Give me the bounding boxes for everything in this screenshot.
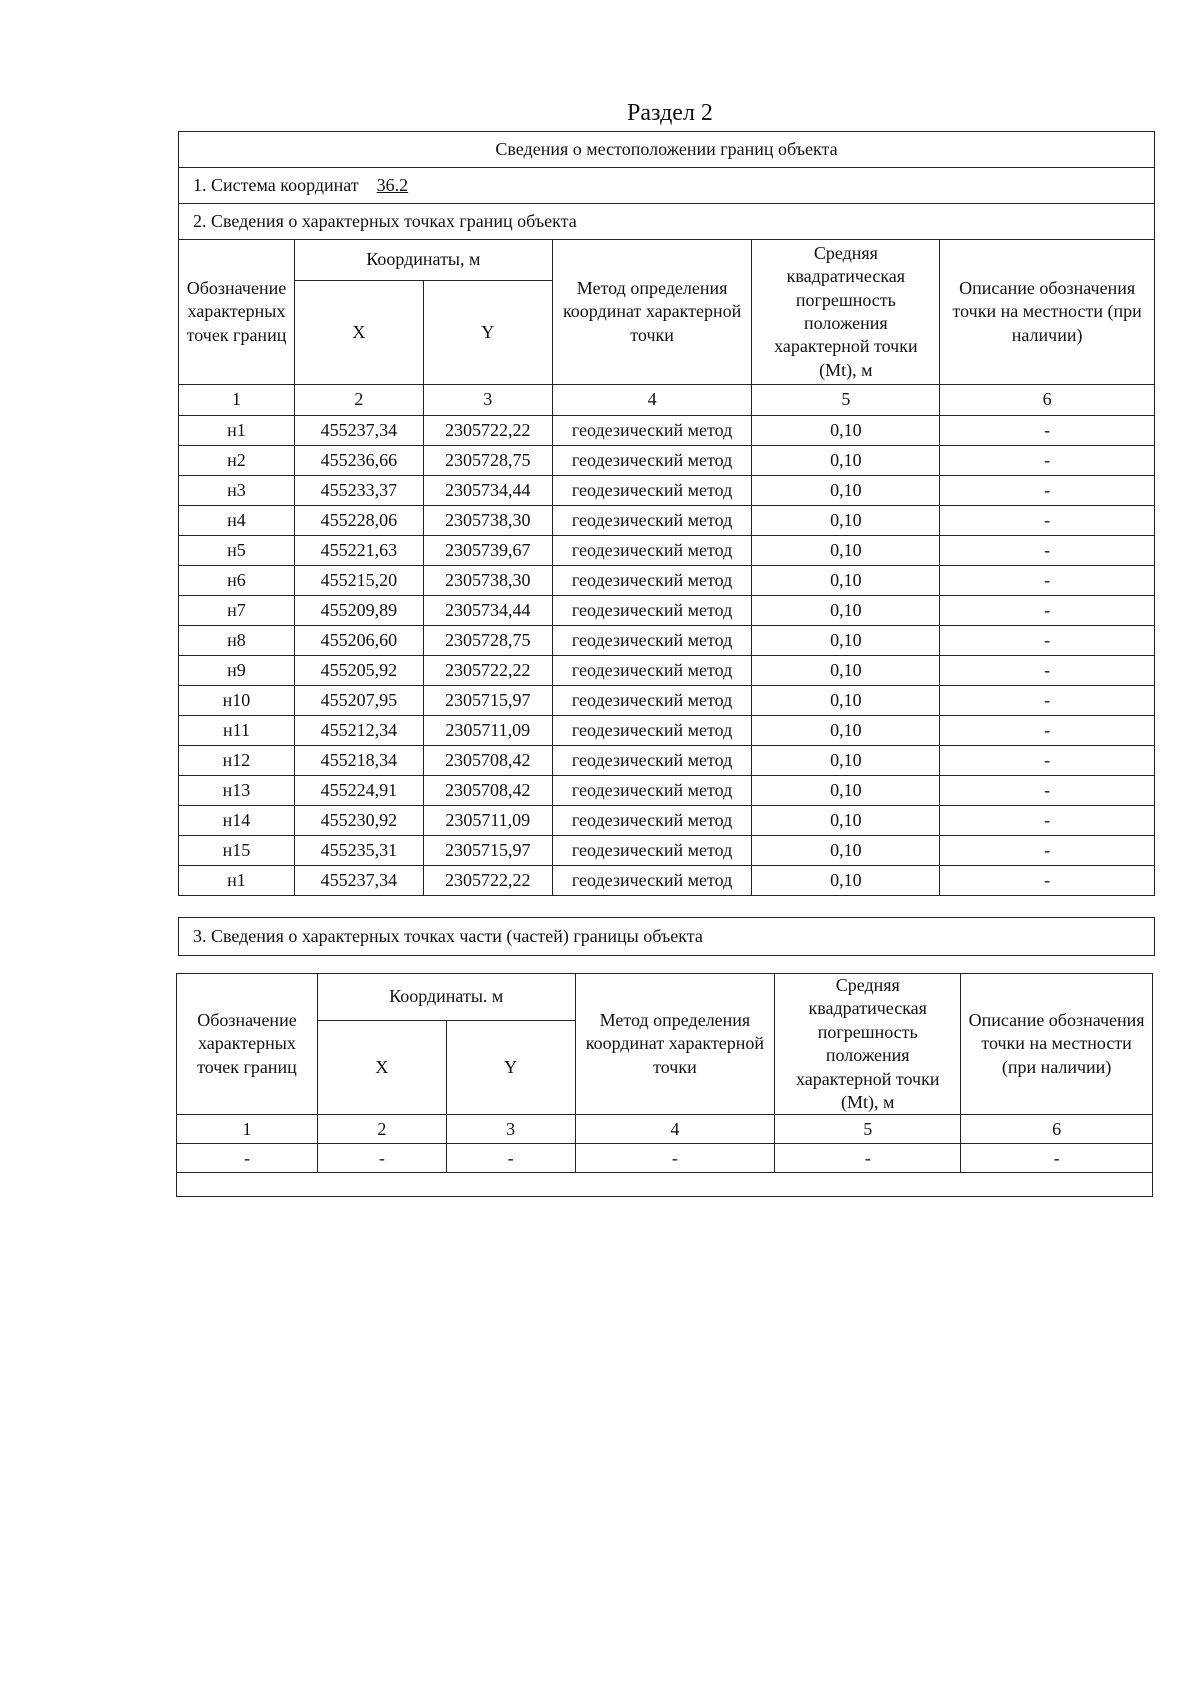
table-cell: 455236,66 bbox=[294, 446, 423, 476]
column-number: 4 bbox=[575, 1115, 775, 1144]
table-cell: 455207,95 bbox=[294, 686, 423, 716]
table-cell: 0,10 bbox=[752, 446, 940, 476]
table-row bbox=[177, 1144, 1153, 1173]
table-cell: геодезический метод bbox=[552, 746, 752, 776]
table-cell: н9 bbox=[179, 656, 295, 686]
column-number: 4 bbox=[552, 385, 752, 416]
table-cell: - bbox=[940, 716, 1155, 746]
table-cell: 0,10 bbox=[752, 866, 940, 896]
section3-box bbox=[178, 917, 1155, 956]
table-cell: н3 bbox=[179, 476, 295, 506]
part-boundary-points-table bbox=[176, 973, 1153, 1197]
table-caption: Сведения о местоположении границ объекта bbox=[179, 132, 1155, 168]
header-method: Метод определения координат характерной точки bbox=[552, 240, 752, 385]
table-cell: 0,10 bbox=[752, 416, 940, 446]
empty-cell bbox=[177, 1173, 1153, 1197]
table-cell: - bbox=[940, 506, 1155, 536]
table-cell: - bbox=[940, 686, 1155, 716]
table-cell: 2305722,22 bbox=[423, 416, 552, 446]
column-number: 5 bbox=[775, 1115, 961, 1144]
table-row bbox=[179, 626, 1155, 656]
table-cell: - bbox=[177, 1144, 318, 1173]
table-cell: геодезический метод bbox=[552, 626, 752, 656]
table-cell: 455215,20 bbox=[294, 566, 423, 596]
table-cell: 2305711,09 bbox=[423, 716, 552, 746]
header-designation: Обозначение характерных точек границ bbox=[177, 974, 318, 1115]
table-cell: н4 bbox=[179, 506, 295, 536]
table-row bbox=[179, 566, 1155, 596]
table-cell: 455212,34 bbox=[294, 716, 423, 746]
coord-system-row bbox=[179, 168, 1155, 204]
table-cell: 2305708,42 bbox=[423, 776, 552, 806]
table-row bbox=[179, 776, 1155, 806]
table-cell: геодезический метод bbox=[552, 806, 752, 836]
table-cell: - bbox=[940, 806, 1155, 836]
table-cell: 2305715,97 bbox=[423, 686, 552, 716]
table-cell: н1 bbox=[179, 416, 295, 446]
table-cell: - bbox=[961, 1144, 1153, 1173]
header-x: X bbox=[294, 281, 423, 385]
table-cell: н5 bbox=[179, 536, 295, 566]
table-cell: 455228,06 bbox=[294, 506, 423, 536]
table-cell: геодезический метод bbox=[552, 866, 752, 896]
table-cell: 0,10 bbox=[752, 716, 940, 746]
table-cell: - bbox=[446, 1144, 575, 1173]
table-cell: 2305734,44 bbox=[423, 596, 552, 626]
table-cell: 2305728,75 bbox=[423, 446, 552, 476]
table-row bbox=[179, 536, 1155, 566]
coord-system-label: 1. Система координат bbox=[193, 174, 359, 195]
table-cell: - bbox=[940, 476, 1155, 506]
table-cell: 455237,34 bbox=[294, 416, 423, 446]
table-cell: 455237,34 bbox=[294, 866, 423, 896]
table-cell: - bbox=[940, 536, 1155, 566]
table-row bbox=[179, 446, 1155, 476]
table-cell: геодезический метод bbox=[552, 506, 752, 536]
table-cell: н7 bbox=[179, 596, 295, 626]
table-cell: 0,10 bbox=[752, 596, 940, 626]
table-row bbox=[179, 836, 1155, 866]
table-row bbox=[179, 476, 1155, 506]
table-cell: 2305711,09 bbox=[423, 806, 552, 836]
header-coordinates: Координаты. м bbox=[317, 974, 575, 1021]
header-description: Описание обозначения точки на местности (при наличии) bbox=[961, 974, 1153, 1115]
table-cell: н8 bbox=[179, 626, 295, 656]
header-coordinates: Координаты, м bbox=[294, 240, 552, 281]
column-numbers-row bbox=[179, 385, 1155, 416]
table-cell: геодезический метод bbox=[552, 476, 752, 506]
table-row bbox=[179, 686, 1155, 716]
table-cell: н12 bbox=[179, 746, 295, 776]
table-row bbox=[179, 506, 1155, 536]
boundary-points-table bbox=[178, 131, 1155, 896]
table-cell: 2305722,22 bbox=[423, 656, 552, 686]
table-cell: н11 bbox=[179, 716, 295, 746]
table-cell: 2305728,75 bbox=[423, 626, 552, 656]
table-cell: геодезический метод bbox=[552, 416, 752, 446]
header-designation: Обозначение характерных точек границ bbox=[179, 240, 295, 385]
table-cell: геодезический метод bbox=[552, 446, 752, 476]
points-label: 2. Сведения о характерных точках границ объекта bbox=[179, 204, 1155, 240]
table-row bbox=[179, 806, 1155, 836]
table-cell: - bbox=[940, 746, 1155, 776]
table-cell: - bbox=[575, 1144, 775, 1173]
table-cell: н15 bbox=[179, 836, 295, 866]
table-cell: 0,10 bbox=[752, 776, 940, 806]
column-number: 5 bbox=[752, 385, 940, 416]
table-cell: н2 bbox=[179, 446, 295, 476]
table-cell: 455230,92 bbox=[294, 806, 423, 836]
table-cell: геодезический метод bbox=[552, 686, 752, 716]
table-cell: 0,10 bbox=[752, 536, 940, 566]
table-cell: 0,10 bbox=[752, 566, 940, 596]
column-number: 3 bbox=[446, 1115, 575, 1144]
table-cell: 2305734,44 bbox=[423, 476, 552, 506]
table-cell: - bbox=[775, 1144, 961, 1173]
table-cell: - bbox=[940, 626, 1155, 656]
table-cell: н6 bbox=[179, 566, 295, 596]
table-row bbox=[179, 656, 1155, 686]
table-cell: н10 bbox=[179, 686, 295, 716]
table-cell: - bbox=[940, 416, 1155, 446]
header-description: Описание обозначения точки на местности (при наличии) bbox=[940, 240, 1155, 385]
table-cell: 2305715,97 bbox=[423, 836, 552, 866]
column-number: 6 bbox=[940, 385, 1155, 416]
table-cell: 455233,37 bbox=[294, 476, 423, 506]
table-row bbox=[179, 416, 1155, 446]
table-row bbox=[179, 716, 1155, 746]
table-cell: - bbox=[940, 446, 1155, 476]
header-error: Средняя квадратическая погрешность положения характерной точки (Mt), м bbox=[752, 240, 940, 385]
table-cell: н13 bbox=[179, 776, 295, 806]
table-cell: - bbox=[940, 866, 1155, 896]
table-cell: 455221,63 bbox=[294, 536, 423, 566]
column-number: 2 bbox=[294, 385, 423, 416]
table-cell: 455209,89 bbox=[294, 596, 423, 626]
table-cell: 2305738,30 bbox=[423, 506, 552, 536]
table-cell: геодезический метод bbox=[552, 536, 752, 566]
table-cell: - bbox=[940, 776, 1155, 806]
table-row bbox=[179, 746, 1155, 776]
table-cell: 0,10 bbox=[752, 656, 940, 686]
column-number: 3 bbox=[423, 385, 552, 416]
empty-row bbox=[177, 1173, 1153, 1197]
table-cell: 455218,34 bbox=[294, 746, 423, 776]
table-cell: 0,10 bbox=[752, 836, 940, 866]
table-cell: - bbox=[940, 656, 1155, 686]
table-cell: геодезический метод bbox=[552, 836, 752, 866]
header-x: X bbox=[317, 1021, 446, 1115]
table-cell: геодезический метод bbox=[552, 776, 752, 806]
table-cell: 2305708,42 bbox=[423, 746, 552, 776]
table-cell: 2305722,22 bbox=[423, 866, 552, 896]
header-error: Средняя квадратическая погрешность положения характерной точки (Mt), м bbox=[775, 974, 961, 1115]
table-cell: 2305739,67 bbox=[423, 536, 552, 566]
column-number: 6 bbox=[961, 1115, 1153, 1144]
table-cell: 2305738,30 bbox=[423, 566, 552, 596]
table-row bbox=[179, 866, 1155, 896]
column-number: 1 bbox=[179, 385, 295, 416]
column-numbers-row bbox=[177, 1115, 1153, 1144]
table-cell: н14 bbox=[179, 806, 295, 836]
table-cell: 455235,31 bbox=[294, 836, 423, 866]
table-cell: н1 bbox=[179, 866, 295, 896]
header-method: Метод определения координат характерной точки bbox=[575, 974, 775, 1115]
table-cell: 0,10 bbox=[752, 746, 940, 776]
header-y: Y bbox=[423, 281, 552, 385]
table-cell: 0,10 bbox=[752, 626, 940, 656]
column-number: 1 bbox=[177, 1115, 318, 1144]
table-row bbox=[179, 596, 1155, 626]
table-cell: 455224,91 bbox=[294, 776, 423, 806]
table-cell: 0,10 bbox=[752, 806, 940, 836]
table-cell: геодезический метод bbox=[552, 596, 752, 626]
table-cell: 455206,60 bbox=[294, 626, 423, 656]
table-cell: 0,10 bbox=[752, 476, 940, 506]
column-number: 2 bbox=[317, 1115, 446, 1144]
table-cell: - bbox=[940, 596, 1155, 626]
table-cell: 455205,92 bbox=[294, 656, 423, 686]
section-title: Раздел 2 bbox=[627, 100, 713, 126]
table-cell: геодезический метод bbox=[552, 656, 752, 686]
table-cell: - bbox=[940, 836, 1155, 866]
coord-system-value: 36.2 bbox=[376, 174, 409, 195]
table-cell: геодезический метод bbox=[552, 566, 752, 596]
table-cell: 0,10 bbox=[752, 686, 940, 716]
table-cell: - bbox=[940, 566, 1155, 596]
header-y: Y bbox=[446, 1021, 575, 1115]
table-cell: 0,10 bbox=[752, 506, 940, 536]
table-cell: - bbox=[317, 1144, 446, 1173]
section3-label: 3. Сведения о характерных точках части (частей) границы объекта bbox=[179, 918, 1155, 956]
table-cell: геодезический метод bbox=[552, 716, 752, 746]
